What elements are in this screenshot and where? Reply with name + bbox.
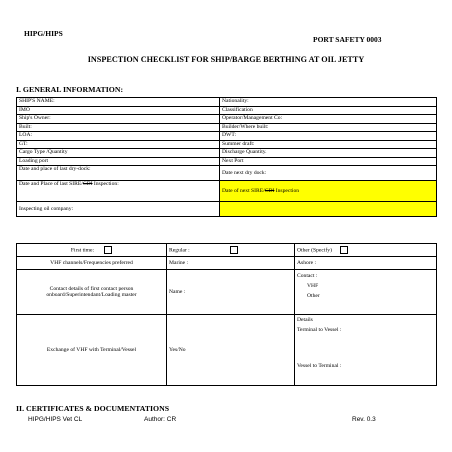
footer-left: HIPG/HIPS Vet CL [28,416,83,423]
general-info-left-field[interactable]: Ship's Owner: [17,115,220,124]
inspecting-company-row [17,202,437,217]
other-specify-label: Other (Specify) [297,247,332,254]
header-code-left: HIPG/HIPS [24,29,63,38]
other-cell [295,244,437,257]
general-info-left-field[interactable]: Loading port [17,157,220,166]
general-info-left-field[interactable]: GT: [17,140,220,149]
vhf-marine-field[interactable]: Marine : [167,257,295,270]
regular-cell [167,244,295,257]
contact-name-field[interactable]: Name : [167,270,295,315]
general-info-row [17,115,437,124]
general-info-right-field[interactable]: DWT: [220,132,437,141]
exchange-details-cell[interactable] [295,315,437,386]
footer-revision: Rev. 0.3 [352,416,376,423]
other-checkbox[interactable] [340,246,348,254]
general-info-row [17,106,437,115]
first-time-checkbox[interactable] [104,246,112,254]
general-information-table [16,97,437,217]
contact-details-label [17,270,167,315]
sire-row [17,181,437,202]
general-info-right-field[interactable]: Nationality: [220,98,437,107]
contact-label-line1: Contact details of first contact person [49,285,134,292]
general-info-row [17,140,437,149]
general-info-right-field[interactable]: Summer draft: [220,140,437,149]
general-info-left-field[interactable]: LOA: [17,132,220,141]
contact-row [17,270,437,315]
section-general-title: I. GENERAL INFORMATION: [16,85,124,94]
contact-label-line2: onboard/Superintendant/Loading master [46,292,137,298]
general-info-left-field[interactable]: SHIP'S NAME: [17,98,220,107]
first-time-label: First time: [70,247,95,254]
terminal-to-vessel-label: Terminal to Vessel : [297,327,342,334]
document-title: INSPECTION CHECKLIST FOR SHIP/BARGE BERTHING AT OIL JETTY [87,55,365,64]
next-drydock-field[interactable]: Date next dry dock: [220,166,437,181]
first-time-cell [17,244,167,257]
general-info-row [17,98,437,107]
vessel-contact-table [16,243,437,386]
general-info-left-field[interactable]: Cargo Type /Quantity [17,149,220,158]
general-info-right-field[interactable]: Next Port [220,157,437,166]
inspecting-oil-company-field[interactable]: Inspecting oil company: [17,202,220,217]
last-sire-field[interactable]: Date and Place of last SIRE/CDI Inspection: [17,181,220,202]
header-code-right: PORT SAFETY 0003 [313,35,382,44]
exchange-yesno-field[interactable]: Yes/No [167,315,295,386]
next-sire-field[interactable]: Date of next SIRE/CDI Inspection [220,181,437,202]
general-info-right-field[interactable]: Builder/Where built: [220,123,437,132]
general-info-row [17,157,437,166]
contact-vhf: VHF [307,283,319,290]
general-info-row [17,149,437,158]
exchange-details-label: Details [297,317,313,323]
contact-title: Contact : [297,273,318,279]
vhf-ashore-field[interactable]: Ashore : [295,257,437,270]
general-info-left-field[interactable]: Built: [17,123,220,132]
last-drydock-field[interactable]: Date and place of last dry-dock: [17,166,220,181]
general-info-row [17,123,437,132]
section-certificates-title: II. CERTIFICATES & DOCUMENTATIONS [16,404,170,413]
general-info-row [17,132,437,141]
general-info-right-field[interactable]: Operator/Management Co: [220,115,437,124]
regular-label: Regular : [169,247,190,254]
contact-methods-cell[interactable] [295,270,437,315]
inspecting-highlight-cell[interactable] [220,202,437,217]
first-time-row [17,244,437,257]
footer-author: Author: CR [144,416,177,423]
vessel-to-terminal-label: Vessel to Terminal : [297,362,342,369]
drydock-row [17,166,437,181]
exchange-row [17,315,437,386]
general-info-left-field[interactable]: IMO [17,106,220,115]
regular-checkbox[interactable] [230,246,238,254]
vhf-label: VHF channels/Frequencies preferred [17,257,167,270]
exchange-vhf-label: Exchange of VHF with Terminal/Vessel [17,315,167,386]
general-info-right-field[interactable]: Classification [220,106,437,115]
vhf-row [17,257,437,270]
contact-other: Other [307,292,320,299]
general-info-right-field[interactable]: Discharge Quantity. [220,149,437,158]
